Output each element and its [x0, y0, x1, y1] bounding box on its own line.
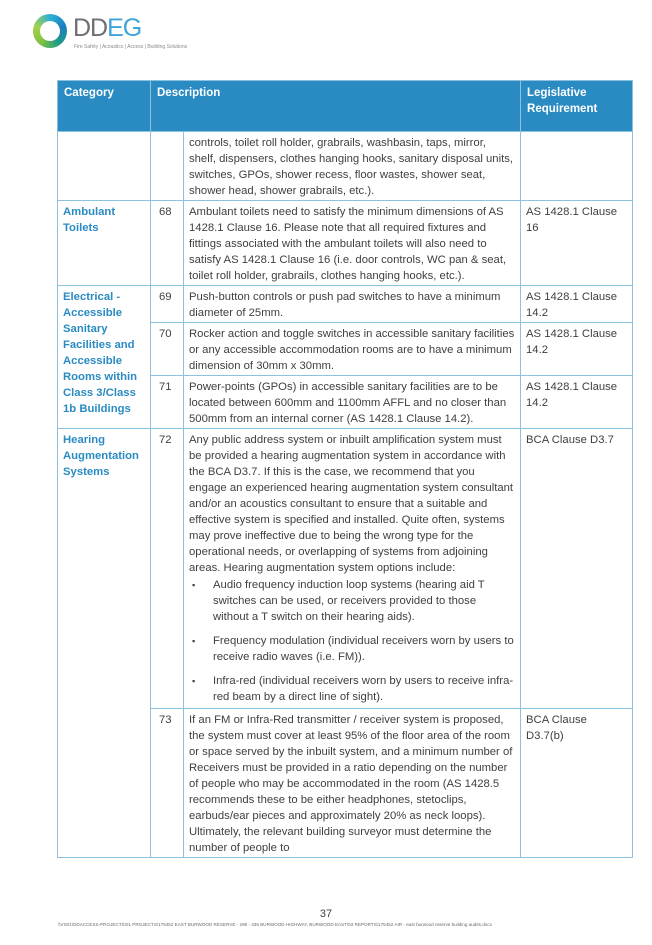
header-legislative: Legislative Requirement — [521, 81, 633, 132]
legislative-cell: AS 1428.1 Clause 14.2 — [521, 376, 633, 429]
legislative-cell: AS 1428.1 Clause 14.2 — [521, 323, 633, 376]
description-cell: Power-points (GPOs) in accessible sanitary facilities are to be located between 600mm and 1100mm AFFL and no closer than 500mm from an internal corner (AS 1428.1 Clause 14.2). — [184, 376, 521, 429]
logo-ring-icon — [33, 14, 67, 48]
description-cell: Rocker action and toggle switches in accessible sanitary facilities or any accessible accommodation rooms are to have a minimum dimension of 30mm x 30mm. — [184, 323, 521, 376]
page-number: 37 — [319, 908, 333, 920]
category-cell — [58, 132, 151, 201]
options-list — [189, 577, 515, 705]
table-row-72 — [58, 429, 633, 709]
header-description: Description — [151, 81, 521, 132]
header-category: Category — [58, 81, 151, 132]
list-item: ▪ Audio frequency induction loop systems (hearing aid T switches can be used, or receivers provided to those without a T switch on their hearing aids). — [213, 577, 515, 625]
description-cell: controls, toilet roll holder, grabrails, washbasin, taps, mirror, shelf, dispensers, clothes hanging hooks, sanitary disposal units, switches, GPOs, shower recess, floor wastes, shower seat, shower head, shower grabrails, etc.). — [184, 132, 521, 201]
description-cell: Push-button controls or push pad switches to have a minimum diameter of 25mm. — [184, 286, 521, 323]
list-item: ▪ Frequency modulation (individual receivers worn by users to receive radio waves (i.e. FM)). — [213, 633, 515, 665]
legislative-cell: AS 1428.1 Clause 14.2 — [521, 286, 633, 323]
logo-tagline: Fire Safety | Acoustics | Access | Building Solutions — [74, 44, 188, 50]
table-row-69 — [58, 286, 633, 323]
legislative-cell: BCA Clause D3.7(b) — [521, 709, 633, 858]
number-cell — [151, 132, 184, 201]
number-cell: 70 — [151, 323, 184, 376]
category-cell: Electrical - Accessible Sanitary Facilities and Accessible Rooms within Class 3/Class 1b Buildings — [58, 286, 151, 429]
description-cell: If an FM or Infra-Red transmitter / receiver system is proposed, the system must cover at least 95% of the floor area of the room or space served by the inbuilt system, and a minimum number of Receivers must be provided in a ratio depending on the number of people who may be accommodated in the room (AS 1428.5 recommends these to be either headphones, stetoclips, earbuds/ear pieces and approximately 20% as neck loops). Ultimately, the relevant building surveyor must determine the number of people to — [184, 709, 521, 858]
table-row-continuation — [58, 132, 633, 201]
number-cell: 72 — [151, 429, 184, 709]
legislative-cell — [521, 132, 633, 201]
number-cell: 69 — [151, 286, 184, 323]
legislative-cell: BCA Clause D3.7 — [521, 429, 633, 709]
number-cell: 68 — [151, 201, 184, 286]
table-row-68 — [58, 201, 633, 286]
category-cell: Ambulant Toilets — [58, 201, 151, 286]
description-cell — [184, 429, 521, 709]
logo-wordmark: DDEG — [73, 14, 142, 42]
legislative-cell: AS 1428.1 Clause 16 — [521, 201, 633, 286]
category-cell: Hearing Augmentation Systems — [58, 429, 151, 858]
table-header-row — [58, 81, 633, 132]
description-cell: Ambulant toilets need to satisfy the minimum dimensions of AS 1428.1 Clause 16. Please note that all required fixtures and fittings associated with the ambulant toilets will also need to satisfy AS 1428.1 Clause 16 (i.e. door controls, WC pan & seat, toilet roll holder, grabrails, clothes hanging hooks, etc.). — [184, 201, 521, 286]
number-cell: 73 — [151, 709, 184, 858]
company-logo — [33, 14, 233, 54]
footer-file-path: \\VS01\DDACCESS-PROJECTS\01 PROJECTS\175452 EAST BURWOOD RESERVE - 298 - 336 BURWOOD HIGHWAY, BURWOOD EAST\03 REPORTS\175452 AIR - east burwood reserve building audits.docx — [58, 922, 492, 927]
list-item: ▪ Infra-red (individual receivers worn by users to receive infra-red beam by a direct line of sight). — [213, 673, 515, 705]
description-text: Any public address system or inbuilt amplification system must be provided a hearing augmentation system in accordance with the BCA D3.7. If this is the case, we recommend that you engage an experienced hearing augmentation system consultant and/or an acoustics consultant to ensure that a suitable and effective system is specified and installed. Quite often, systems may prove ineffective due to being the wrong type for the operational needs, or overlapping of systems from adjoining areas. Hearing augmentation system options include: — [189, 434, 514, 574]
number-cell: 71 — [151, 376, 184, 429]
requirements-table — [57, 80, 633, 858]
